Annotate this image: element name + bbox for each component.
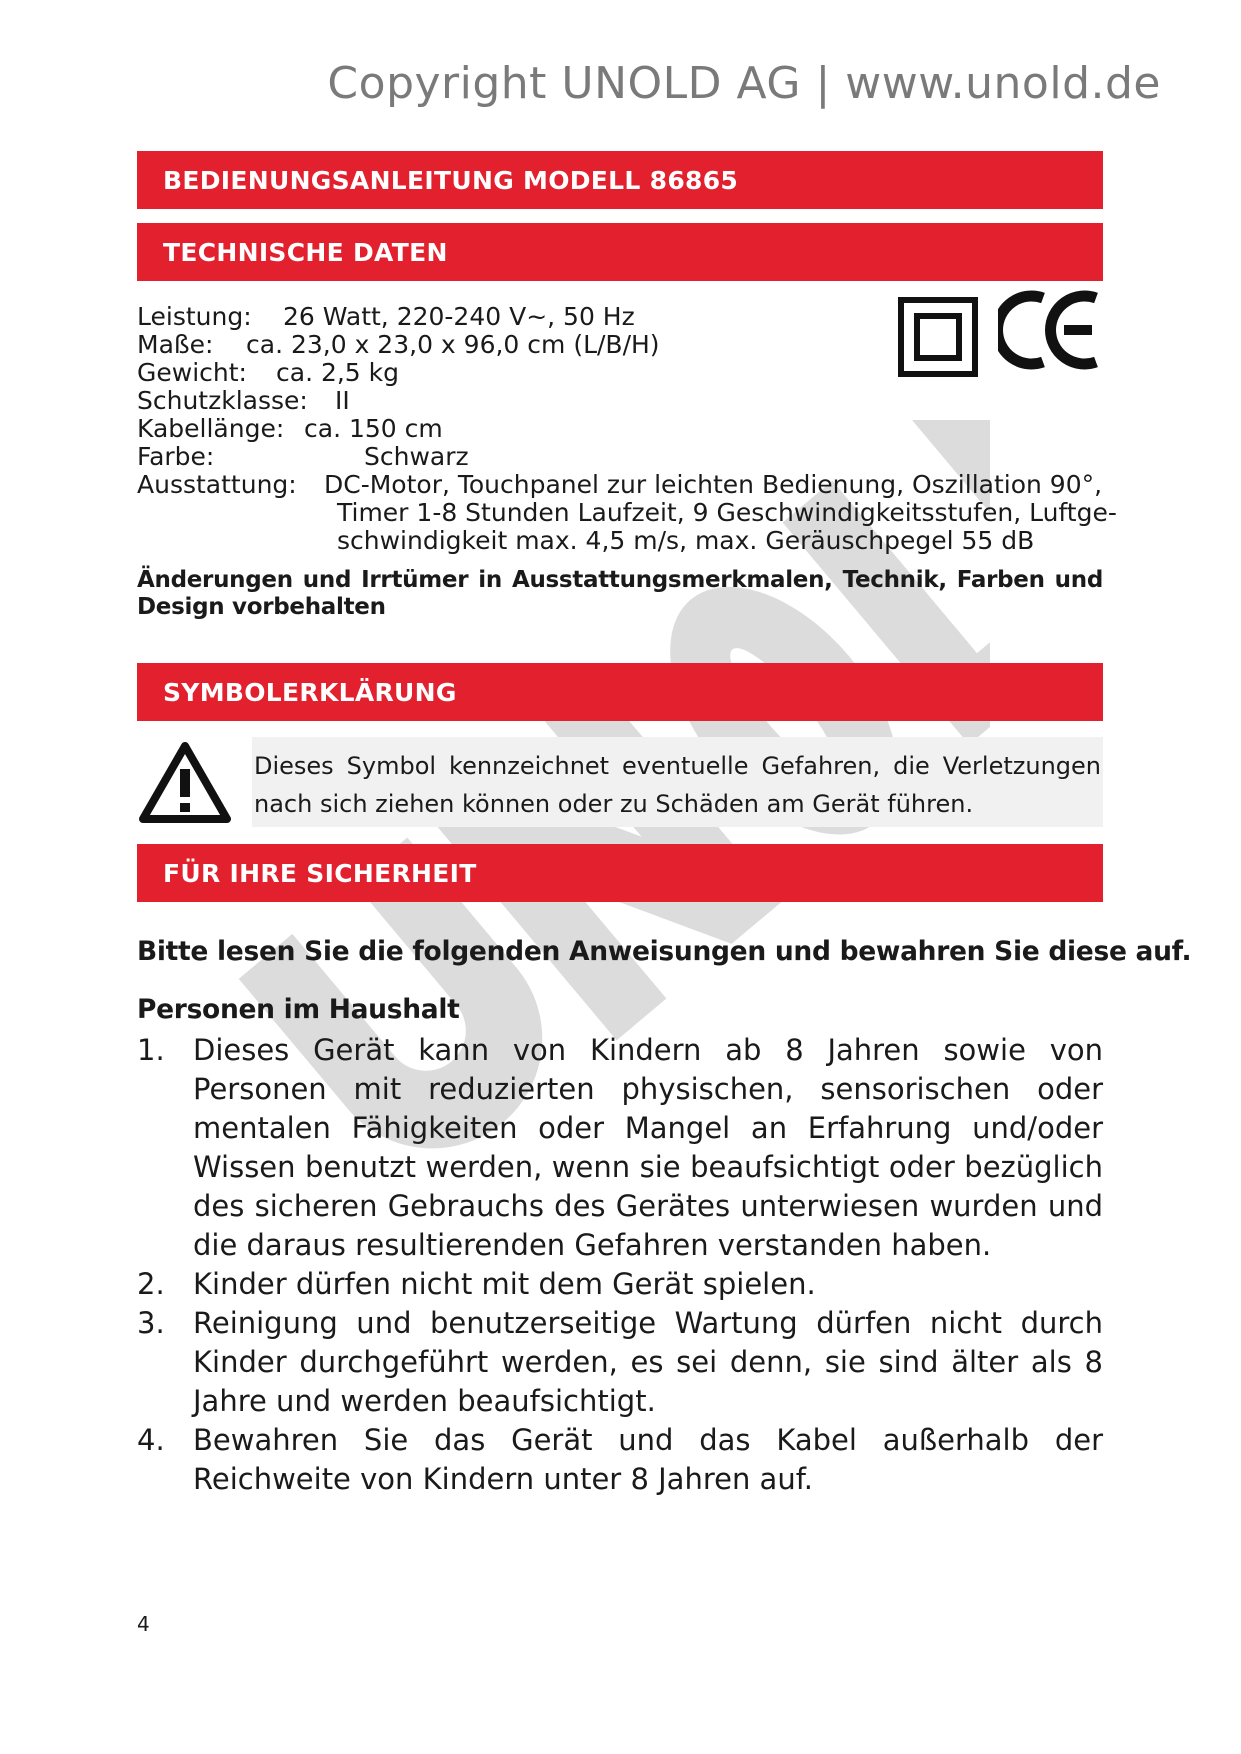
spec-value: Schwarz: [364, 442, 469, 471]
spec-label: Leistung:: [137, 302, 252, 331]
list-text: Reinigung und benutzerseitige Wartung dürfen nicht durch Kinder durchgeführt werden, es sei denn, sie sind älter als 8 Jahre und werden beaufsichtigt.: [193, 1306, 1103, 1418]
list-number: 4.: [137, 1423, 165, 1457]
tech-data-header: TECHNISCHE DATEN: [137, 223, 1103, 281]
spec-label: Kabellänge:: [137, 414, 285, 443]
symbol-explanation-header: SYMBOLERKLÄRUNG: [137, 663, 1103, 721]
copyright-notice: Copyright UNOLD AG | www.unold.de: [327, 58, 1161, 109]
spec-value: ca. 23,0 x 23,0 x 96,0 cm (L/B/H): [246, 330, 660, 359]
list-item: [137, 1304, 1103, 1421]
safety-subheading: Personen im Haushalt: [137, 994, 460, 1025]
list-number: 2.: [137, 1267, 165, 1301]
safety-list: [137, 1031, 1103, 1499]
safety-header: FÜR IHRE SICHERHEIT: [137, 844, 1103, 902]
list-text: Bewahren Sie das Gerät und das Kabel außerhalb der Reichweite von Kindern unter 8 Jahren auf.: [193, 1423, 1103, 1496]
spec-value-cont: Timer 1-8 Stunden Laufzeit, 9 Geschwindigkeitsstufen, Luftge-: [337, 498, 1117, 527]
spec-value-cont: schwindigkeit max. 4,5 m/s, max. Geräuschpegel 55 dB: [337, 526, 1035, 555]
spec-label: Ausstattung:: [137, 470, 297, 499]
list-text: Kinder dürfen nicht mit dem Gerät spielen.: [193, 1267, 816, 1301]
page-number: 4: [137, 1612, 150, 1636]
protection-class-ii-icon: [898, 297, 978, 377]
spec-label: Gewicht:: [137, 358, 247, 387]
spec-label: Schutzklasse:: [137, 386, 308, 415]
ce-mark-icon: [998, 290, 1102, 370]
list-number: 1.: [137, 1033, 165, 1067]
spec-value: ca. 150 cm: [304, 414, 443, 443]
list-text: Dieses Gerät kann von Kindern ab 8 Jahren sowie von Personen mit reduzierten physischen, sensorischen oder mentalen Fähigkeiten oder Mangel an Erfahrung und/oder Wissen benutzt werden, wenn sie beaufsichtigt oder bezüglich des sicheren Gebrauchs des Gerätes unterwiesen wurden und die daraus resultierenden Gefahren verstanden haben.: [193, 1033, 1103, 1262]
list-item: [137, 1265, 1103, 1304]
spec-value: ca. 2,5 kg: [276, 358, 400, 387]
safety-intro: Bitte lesen Sie die folgenden Anweisungen und bewahren Sie diese auf.: [137, 936, 1192, 967]
spec-value: II: [335, 386, 350, 415]
warning-triangle-icon: [139, 742, 231, 824]
spec-label: Farbe:: [137, 442, 215, 471]
spec-value: DC-Motor, Touchpanel zur leichten Bedienung, Oszillation 90°,: [324, 470, 1103, 499]
spec-value: 26 Watt, 220-240 V~, 50 Hz: [283, 302, 635, 331]
spec-label: Maße:: [137, 330, 214, 359]
list-item: [137, 1031, 1103, 1265]
list-number: 3.: [137, 1306, 165, 1340]
manual-title-bar: BEDIENUNGSANLEITUNG MODELL 86865: [137, 151, 1103, 209]
symbol-explanation-text: Dieses Symbol kennzeichnet eventuelle Gefahren, die Verletzungen nach sich ziehen können oder zu Schäden am Gerät führen.: [252, 737, 1103, 827]
list-item: [137, 1421, 1103, 1499]
disclaimer-text: Änderungen und Irrtümer in Ausstattungsmerkmalen, Technik, Farben und Design vorbehalten: [137, 567, 1103, 620]
